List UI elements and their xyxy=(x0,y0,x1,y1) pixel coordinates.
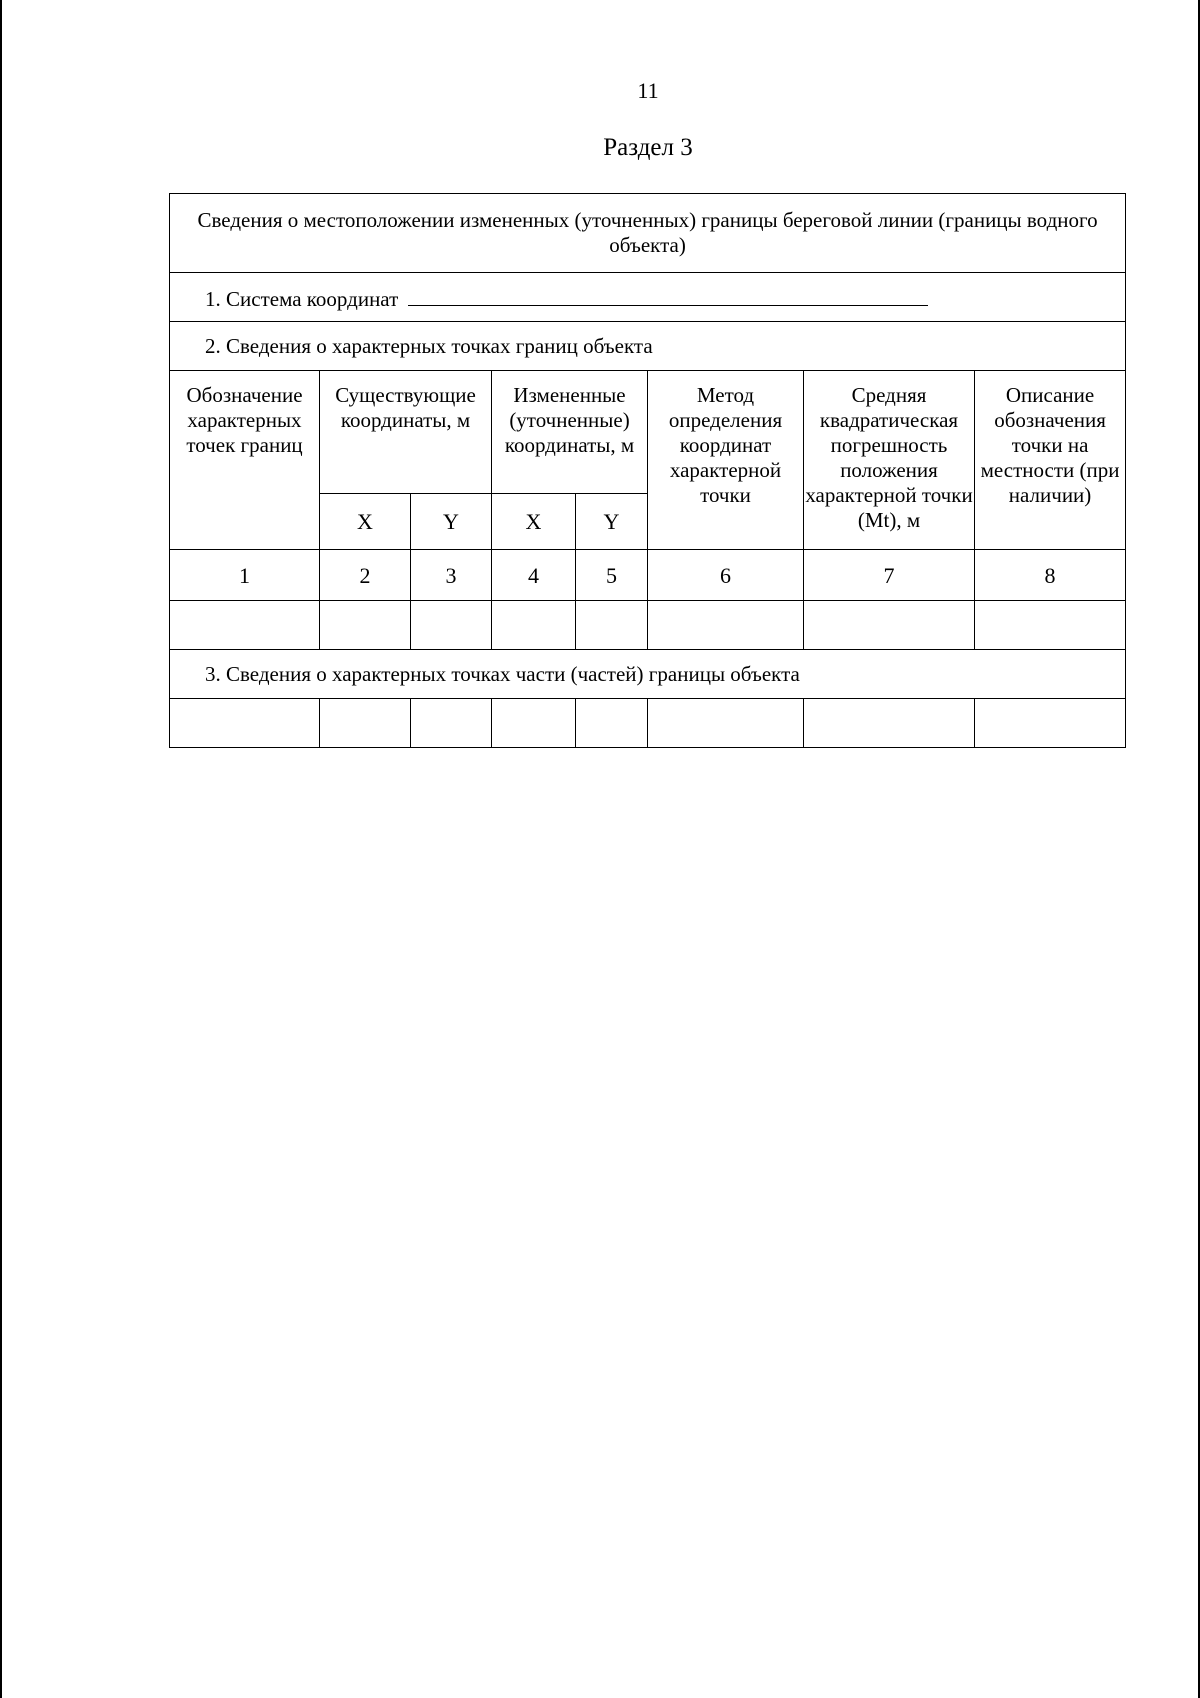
subheader-existing-y: Y xyxy=(411,494,492,550)
column-header-row xyxy=(170,371,1126,494)
table-heading-row xyxy=(170,194,1126,273)
empty-cell[interactable] xyxy=(648,699,804,748)
empty-cell[interactable] xyxy=(648,601,804,650)
column-header-error: Средняя квадратическая погрешность положения характерной точки (Mt), м xyxy=(804,371,975,550)
empty-cell[interactable] xyxy=(170,699,320,748)
coordinate-system-input-line[interactable] xyxy=(408,283,928,306)
empty-cell[interactable] xyxy=(576,601,648,650)
subheader-changed-y: Y xyxy=(576,494,648,550)
column-number-7: 7 xyxy=(804,550,975,601)
column-number-3: 3 xyxy=(411,550,492,601)
subheader-existing-x: X xyxy=(320,494,411,550)
empty-cell[interactable] xyxy=(975,601,1126,650)
empty-cell[interactable] xyxy=(492,601,576,650)
empty-cell[interactable] xyxy=(320,699,411,748)
boundary-points-table xyxy=(169,193,1126,748)
coordinate-system-row xyxy=(170,273,1126,322)
column-number-2: 2 xyxy=(320,550,411,601)
empty-cell[interactable] xyxy=(492,699,576,748)
subheader-changed-x: X xyxy=(492,494,576,550)
coordinate-system-cell xyxy=(170,273,1126,322)
column-header-changed-coordinates: Измененные (уточненные) координаты, м xyxy=(492,371,648,494)
column-header-method: Метод определения координат характерной точки xyxy=(648,371,804,550)
table-row xyxy=(170,699,1126,748)
empty-cell[interactable] xyxy=(170,601,320,650)
column-number-4: 4 xyxy=(492,550,576,601)
empty-cell[interactable] xyxy=(804,699,975,748)
page-number: 11 xyxy=(637,78,659,103)
coordinate-system-label: 1. Система координат xyxy=(205,286,399,311)
column-number-5: 5 xyxy=(576,550,648,601)
page-edge-left xyxy=(0,0,2,1698)
part-boundary-title-row xyxy=(170,650,1126,699)
column-header-point-designation: Обозначение характерных точек границ xyxy=(170,371,320,550)
empty-cell[interactable] xyxy=(411,601,492,650)
boundary-points-title-row xyxy=(170,322,1126,371)
empty-cell[interactable] xyxy=(411,699,492,748)
section-title: Раздел 3 xyxy=(603,134,693,161)
table-heading: Сведения о местоположении измененных (уточненных) границы береговой линии (границы водного объекта) xyxy=(170,194,1126,273)
column-number-1: 1 xyxy=(170,550,320,601)
column-number-8: 8 xyxy=(975,550,1126,601)
column-header-description: Описание обозначения точки на местности (при наличии) xyxy=(975,371,1126,550)
empty-cell[interactable] xyxy=(320,601,411,650)
column-header-existing-coordinates: Существующие координаты, м xyxy=(320,371,492,494)
boundary-points-title: 2. Сведения о характерных точках границ объекта xyxy=(170,322,1126,371)
empty-cell[interactable] xyxy=(804,601,975,650)
empty-cell[interactable] xyxy=(576,699,648,748)
part-boundary-title: 3. Сведения о характерных точках части (частей) границы объекта xyxy=(170,650,1126,699)
table-row xyxy=(170,601,1126,650)
column-number-6: 6 xyxy=(648,550,804,601)
empty-cell[interactable] xyxy=(975,699,1126,748)
column-number-row xyxy=(170,550,1126,601)
